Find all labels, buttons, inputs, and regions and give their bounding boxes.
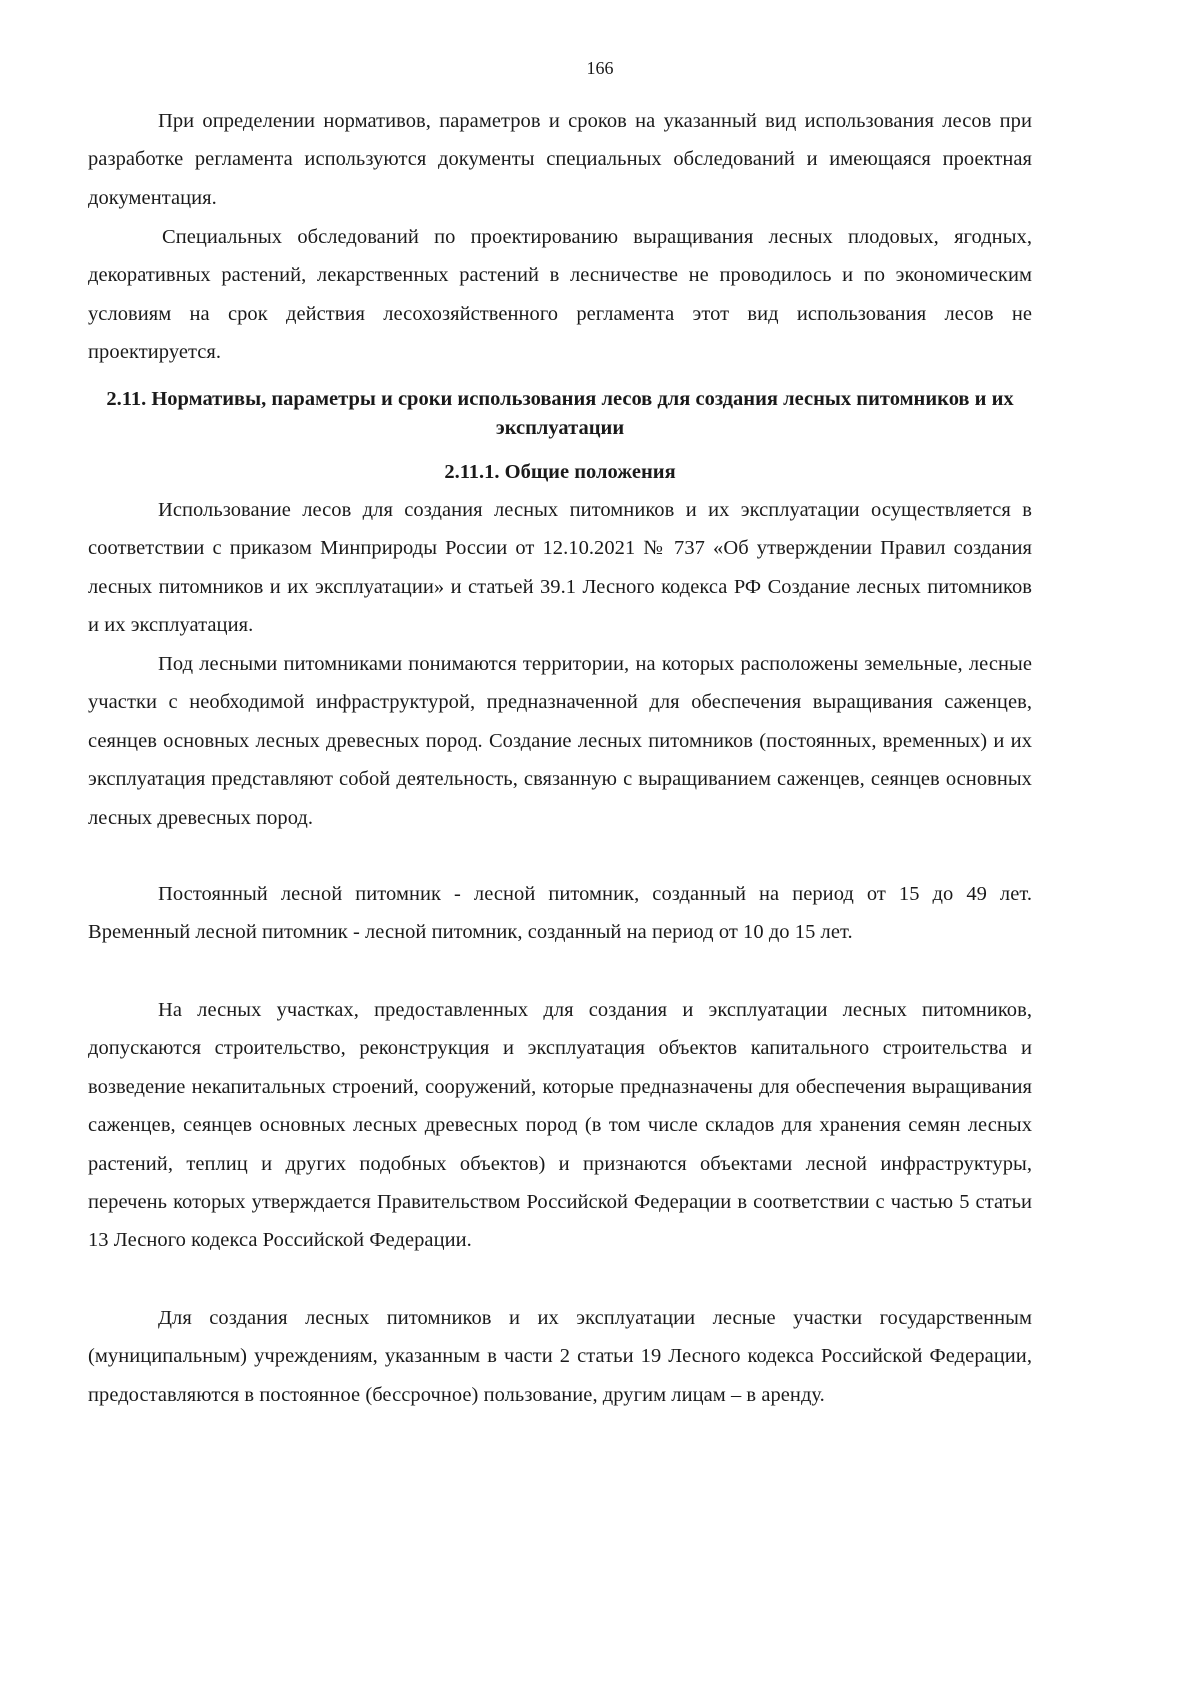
paragraph-infrastructure: На лесных участках, предоставленных для создания и эксплуатации лесных питомников, допускаются строительство, реконструкция и эксплуатация объектов капитального строительства и возведение некапитальных строений, сооружений, которые предназначены для обеспечения выращивания саженцев, сеянцев основных лесных древесных пород (в том числе складов для хранения семян лесных растений, теплиц и других подобных объектов) и признаются объектами лесной инфраструктуры, перечень которых утверждается Правительством Российской Федерации в соответствии с частью 5 статьи 13 Лесного кодекса Российской Федерации. (88, 999, 1032, 1252)
paragraph-definition: Под лесными питомниками понимаются территории, на которых расположены земельные, лесные участки с необходимой инфраструктурой, предназначенной для обеспечения выращивания саженцев, сеянцев основных лесных древесных пород. Создание лесных питомников (постоянных, временных) и их эксплуатация представляют собой деятельность, связанную с выращиванием саженцев, сеянцев основных лесных древесных пород. (88, 653, 1032, 829)
paragraph-intro: При определении нормативов, параметров и сроков на указанный вид использования лесов при разработке регламента используются документы специальных обследований и имеющаяся проектная документация. (88, 110, 1032, 209)
paragraph-usage: Использование лесов для создания лесных питомников и их эксплуатации осуществляется в соответствии с приказом Минприроды России от 12.10.2021 № 737 «Об утверждении Правил создания лесных питомников и их эксплуатации» и статьей 39.1 Лесного кодекса РФ Создание лесных питомников и их эксплуатация. (88, 499, 1032, 637)
section-heading: 2.11. Нормативы, параметры и сроки использования лесов для создания лесных питомников и их эксплуатации (106, 388, 1014, 439)
paragraph-land-provision: Для создания лесных питомников и их эксплуатации лесные участки государственным (муниципальным) учреждениям, указанным в части 2 статьи 19 Лесного кодекса Российской Федерации, предоставляются в постоянное (бессрочное) пользование, другим лицам – в аренду. (88, 1307, 1032, 1406)
paragraph-surveys: Специальных обследований по проектированию выращивания лесных плодовых, ягодных, декоративных растений, лекарственных растений в лесничестве не проводилось и по экономическим условиям на срок действия лесохозяйственного регламента этот вид использования лесов не проектируется. (88, 226, 1032, 364)
subsection-heading: 2.11.1. Общие положения (444, 461, 676, 483)
paragraph-nursery-types: Постоянный лесной питомник - лесной питомник, созданный на период от 15 до 49 лет. Временный лесной питомник - лесной питомник, созданный на период от 10 до 15 лет. (88, 883, 1032, 944)
page-number: 166 (586, 58, 614, 78)
